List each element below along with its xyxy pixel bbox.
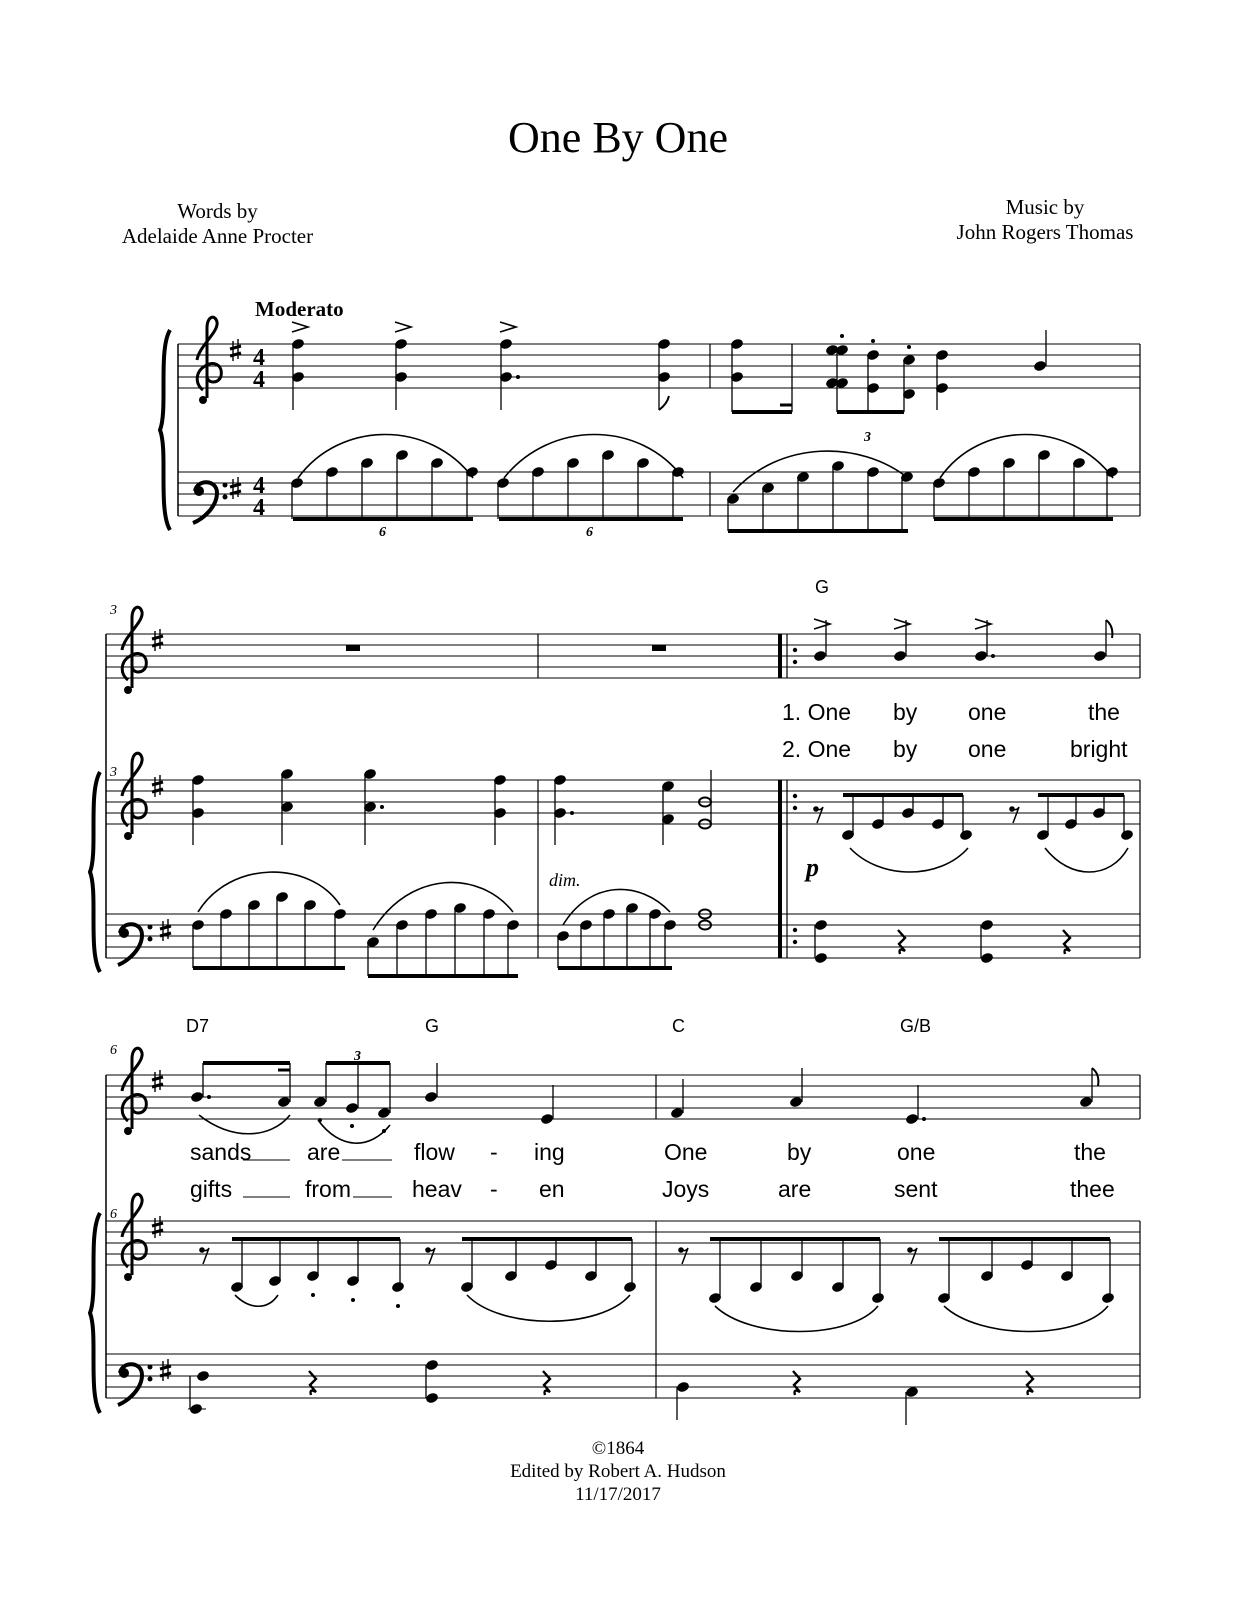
system-1 [160, 317, 1140, 540]
treble-clef-icon [122, 1194, 146, 1281]
measure-number: 6 [110, 1207, 117, 1222]
system2-piano-left-hand [191, 872, 1070, 976]
system3-piano-left-hand [188, 1359, 1033, 1425]
song-title: One By One [508, 113, 728, 162]
lyric-syllable: from [305, 1176, 351, 1202]
key-signature-sharp-icon [160, 919, 171, 941]
copyright-year: ©1864 [591, 1438, 645, 1459]
tuplet-number: 6 [379, 525, 386, 540]
svg-text:4: 4 [253, 495, 265, 521]
measure-number: 6 [110, 1043, 117, 1058]
lyric-syllable: are [307, 1139, 341, 1165]
system2-piano-right-hand [191, 768, 1134, 872]
system-2 [90, 577, 1140, 976]
system1-bass-staff [178, 472, 1140, 516]
time-signature [253, 345, 265, 521]
system-3 [90, 1016, 1140, 1425]
lyric-syllable: 2. One [782, 736, 852, 762]
lyric-syllable: by [893, 736, 918, 762]
key-signature-sharp-icon [230, 477, 241, 499]
lyric-syllable: bright [1070, 736, 1128, 762]
measure-number: 3 [110, 765, 117, 780]
measure-number: 3 [110, 603, 117, 618]
treble-clef-icon [197, 317, 221, 404]
bass-clef-icon [118, 1364, 153, 1405]
chord-symbol: D7 [186, 1016, 210, 1036]
lyric-syllable: ing [534, 1139, 565, 1165]
lyric-syllable: Joys [662, 1176, 710, 1202]
lyric-syllable: the [1074, 1139, 1106, 1165]
composer-name: John Rogers Thomas [956, 220, 1134, 244]
lyric-syllable: 1. One [782, 699, 852, 725]
lyric-syllable: - [490, 1139, 498, 1165]
tuplet-number: 3 [864, 430, 871, 445]
music-label: Music by [1005, 195, 1085, 219]
tuplet-number: 3 [354, 1049, 361, 1064]
repeat-barline [780, 780, 797, 958]
treble-clef-icon [122, 607, 146, 694]
dynamic-marking: dim. [549, 870, 581, 890]
lyric-syllable: en [539, 1176, 565, 1202]
lyric-syllable: heav [412, 1176, 462, 1202]
system3-piano-right-hand [199, 1239, 1115, 1332]
key-signature-sharp-icon [152, 1216, 163, 1238]
whole-rest-icon [346, 645, 360, 651]
piano-brace-icon [90, 772, 100, 972]
key-signature-sharp-icon [152, 1070, 163, 1092]
edit-date: 11/17/2017 [575, 1484, 661, 1505]
system3-piano-treble-staff [106, 1221, 1140, 1265]
key-signature-sharp-icon [160, 1359, 171, 1381]
tuplet-number: 6 [586, 525, 593, 540]
system3-piano-bass-staff [106, 1354, 1140, 1398]
lyric-syllable: one [897, 1139, 936, 1165]
system3-voice-staff [106, 1075, 1140, 1119]
system2-piano-treble-staff [106, 780, 1140, 824]
chord-symbol: G [815, 577, 830, 597]
bass-clef-icon [193, 482, 228, 523]
lyric-syllable: one [968, 699, 1007, 725]
dynamic-marking: p [806, 853, 819, 882]
lyric-syllable: One [664, 1139, 708, 1165]
lyric-syllable: gifts [190, 1176, 233, 1202]
treble-clef-icon [122, 1048, 146, 1135]
key-signature-sharp-icon [152, 629, 163, 651]
lyric-syllable: the [1088, 699, 1120, 725]
lyric-syllable: flow [414, 1139, 455, 1165]
svg-text:4: 4 [253, 345, 265, 371]
key-signature-sharp-icon [230, 339, 241, 361]
lyricist-name: Adelaide Anne Procter [121, 224, 314, 248]
treble-clef-icon [122, 753, 146, 840]
chord-symbol: C [672, 1016, 685, 1036]
svg-text:4: 4 [253, 473, 265, 499]
bass-clef-icon [118, 924, 153, 965]
lyric-syllable: sent [894, 1176, 938, 1202]
lyric-syllable: by [787, 1139, 812, 1165]
system1-treble-notes [291, 322, 1047, 412]
key-signature-sharp-icon [152, 775, 163, 797]
lyric-syllable: are [778, 1176, 812, 1202]
system2-lyrics-verse1 [782, 699, 1120, 725]
piano-brace-icon [90, 1213, 100, 1413]
chord-symbol: G/B [900, 1016, 932, 1036]
system3-lyrics-verse1 [190, 1139, 1106, 1165]
editor-credit: Edited by Robert A. Hudson [510, 1461, 726, 1482]
system2-lyrics-verse2 [782, 736, 1128, 762]
lyric-syllable: sands [190, 1139, 252, 1165]
lyric-syllable: - [490, 1176, 498, 1202]
system3-lyrics-verse2 [190, 1176, 1115, 1202]
page-footer [0, 1437, 1236, 1506]
lyric-syllable: one [968, 736, 1007, 762]
piano-brace-icon [160, 330, 170, 530]
system2-piano-bass-staff [106, 914, 1140, 958]
chord-symbol: G [425, 1016, 440, 1036]
tempo-marking: Moderato [255, 297, 344, 321]
whole-rest-icon [652, 645, 666, 651]
svg-text:4: 4 [253, 367, 265, 393]
lyric-syllable: by [893, 699, 918, 725]
lyric-syllable: thee [1070, 1176, 1115, 1202]
words-label: Words by [177, 199, 258, 223]
system3-melody [190, 1049, 1099, 1143]
